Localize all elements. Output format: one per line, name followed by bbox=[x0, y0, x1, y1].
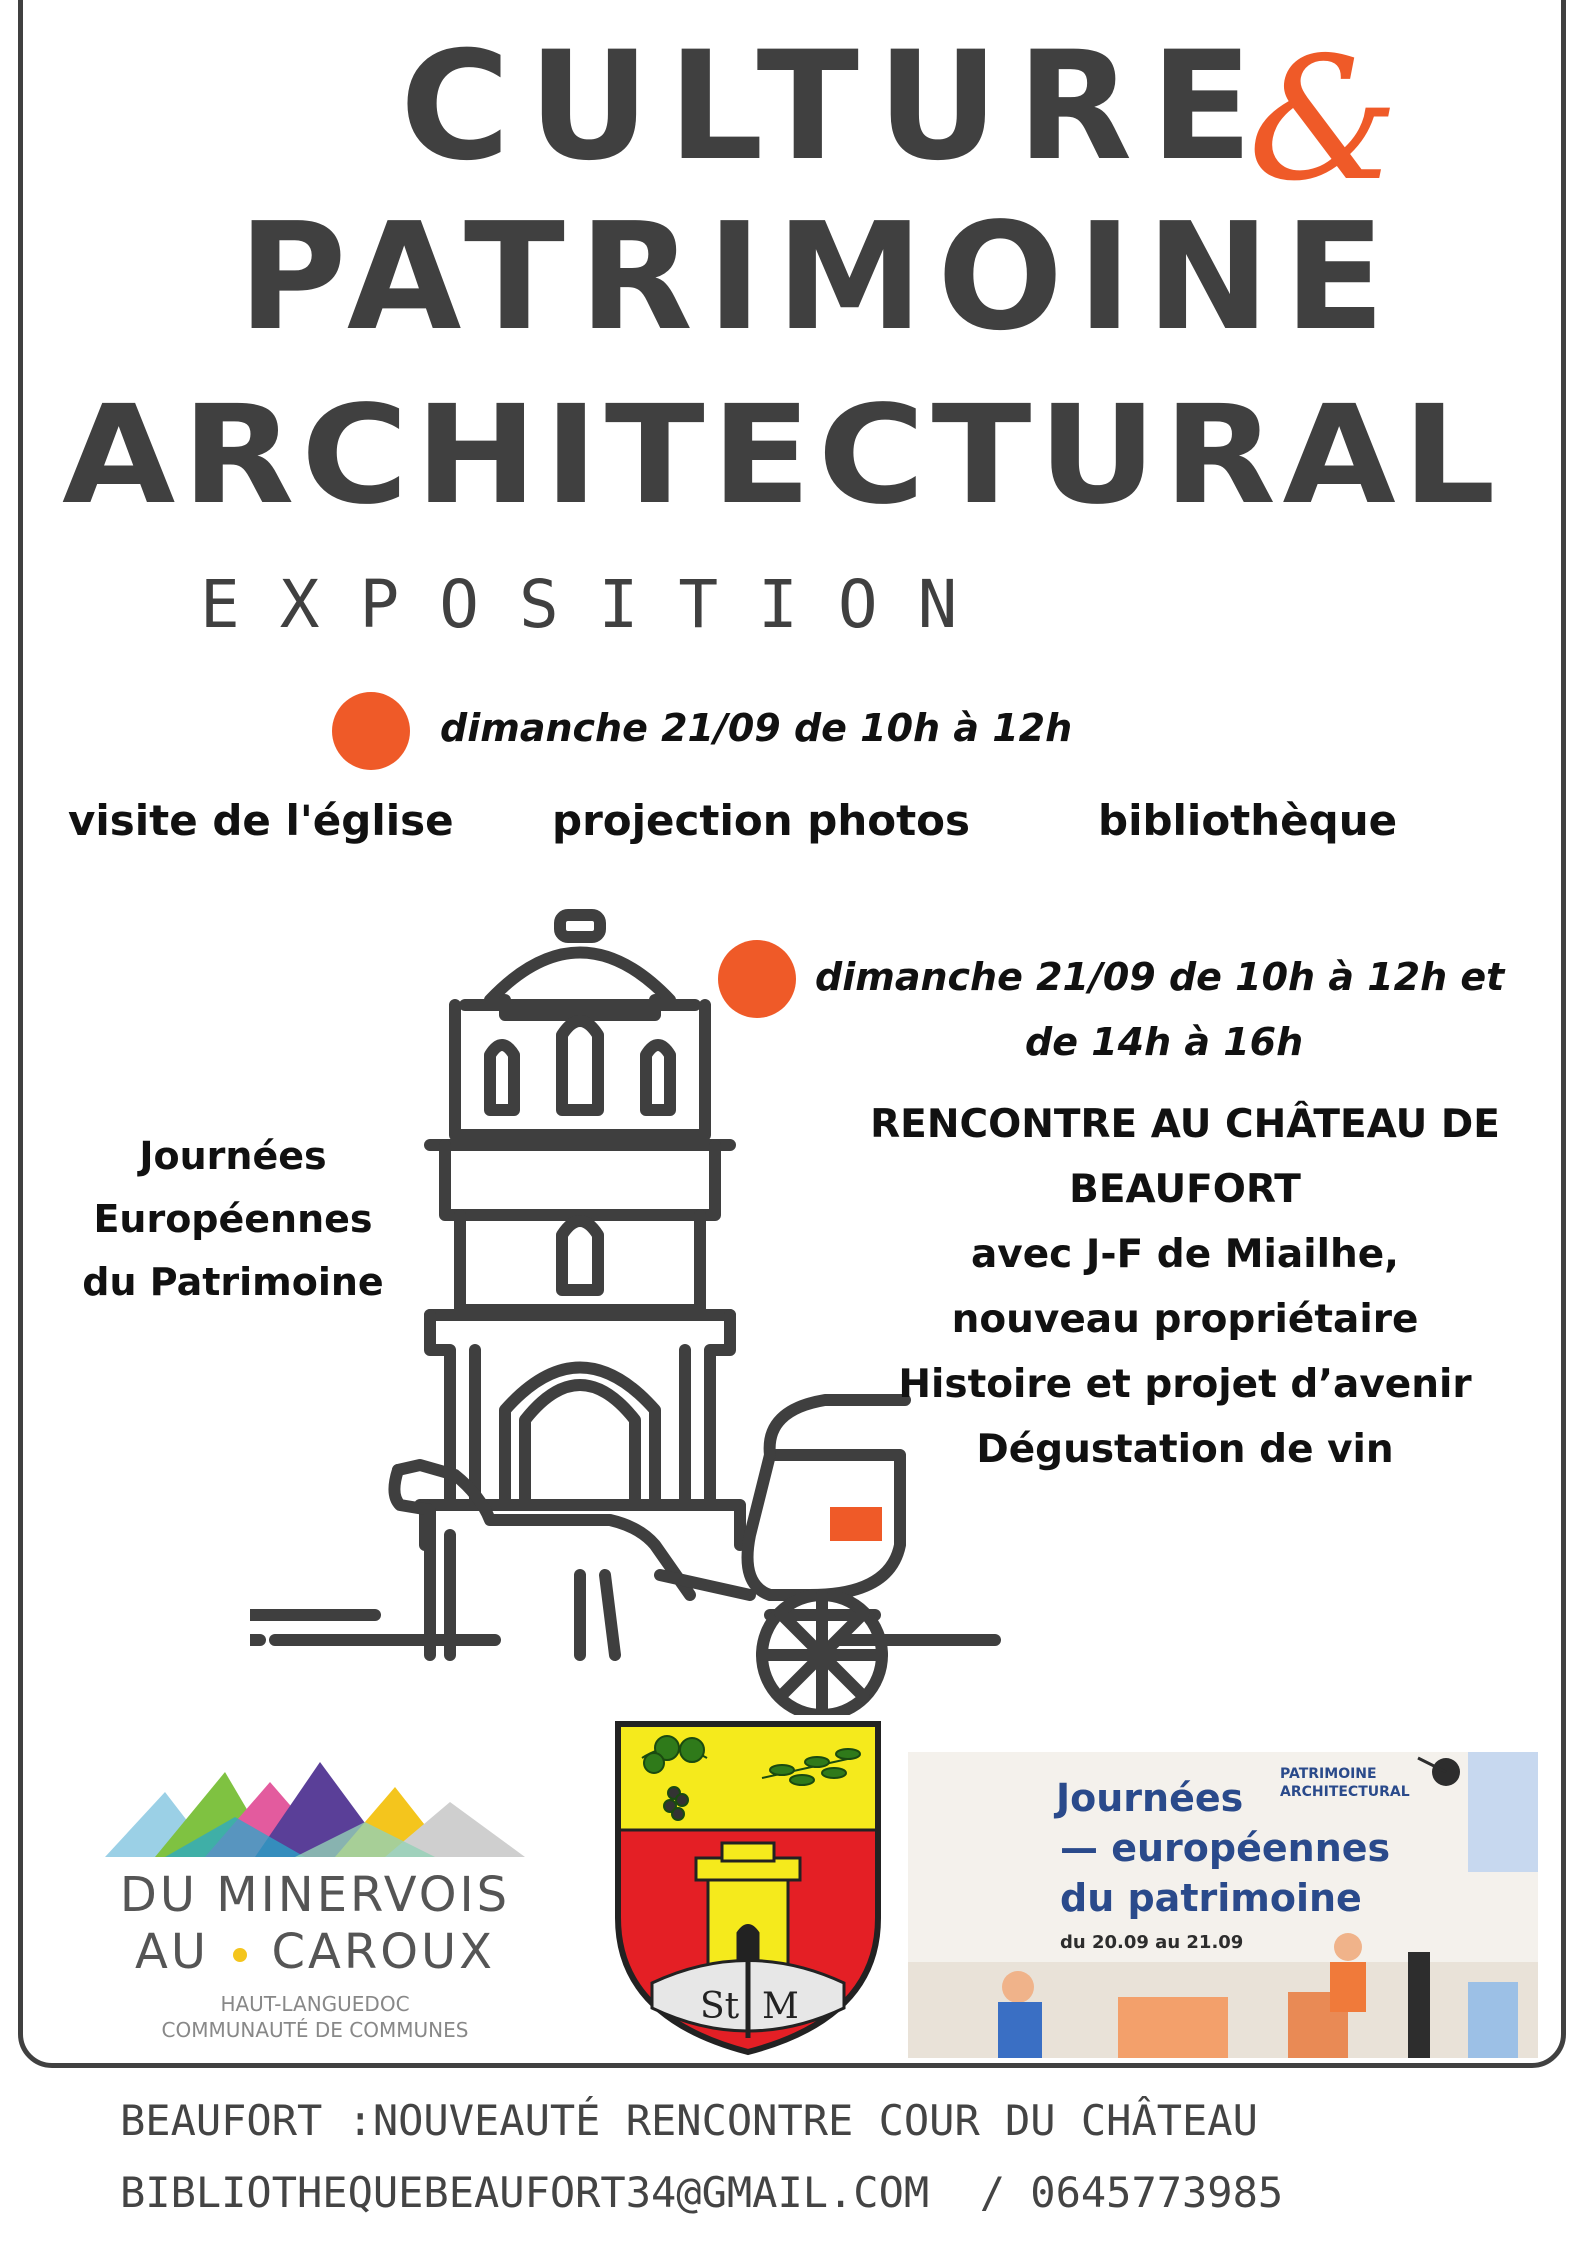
activity-library: bibliothèque bbox=[1098, 796, 1398, 845]
crest-text-left: St bbox=[700, 1986, 740, 2027]
jep-side-line-2: Européennes bbox=[93, 1197, 373, 1241]
jep-banner-line-1: Journées bbox=[1056, 1776, 1244, 1820]
event2-date-line2: de 14h à 16h bbox=[1025, 1020, 1304, 1064]
footer-line-1: BEAUFORT :NOUVEAUTÉ RENCONTRE COUR DU CHÂTEAU bbox=[120, 2096, 1258, 2145]
event2-line-4: nouveau propriétaire bbox=[951, 1297, 1419, 1342]
crest-text-right: M bbox=[762, 1986, 799, 2027]
title-line-patrimoine: PATRIMOINE bbox=[238, 191, 1400, 363]
minervois-line-2a: AU bbox=[135, 1924, 209, 1980]
minervois-line-2b: CAROUX bbox=[271, 1924, 495, 1980]
event1-date: dimanche 21/09 de 10h à 12h bbox=[440, 706, 1073, 750]
title-line-culture: CULTURE bbox=[400, 20, 1271, 194]
minervois-line-2 bbox=[95, 1924, 535, 1980]
footer-contact[interactable]: BIBLIOTHEQUEBEAUFORT34@GMAIL.COM / 0645773985 bbox=[120, 2168, 1284, 2217]
minervois-line-1: DU MINERVOIS bbox=[119, 1867, 511, 1923]
minervois-mountains-graphic bbox=[105, 1762, 545, 1857]
poster-title bbox=[0, 0, 1587, 660]
jep-side-line-1: Journées bbox=[139, 1134, 327, 1178]
activity-photo-projection: projection photos bbox=[552, 796, 971, 845]
title-line-architectural: ARCHITECTURAL bbox=[62, 377, 1502, 535]
minervois-line-4: COMMUNAUTÉ DE COMMUNES bbox=[161, 2018, 469, 2042]
event2-line-6: Dégustation de vin bbox=[976, 1427, 1394, 1472]
jep-banner-line-2: — européennes bbox=[1060, 1826, 1391, 1870]
bullet-dot-1 bbox=[332, 692, 410, 770]
event2-details bbox=[790, 1092, 1580, 1482]
minervois-yellow-dot bbox=[233, 1948, 247, 1962]
title-subtitle: EXPOSITION bbox=[200, 566, 998, 643]
jep-banner-dates: du 20.09 au 21.09 bbox=[1060, 1932, 1244, 1953]
event2-line-5: Histoire et projet d’avenir bbox=[898, 1362, 1472, 1407]
minervois-caroux-logo bbox=[95, 1762, 535, 2062]
jep-side-line-3: du Patrimoine bbox=[82, 1260, 384, 1304]
bullet-dot-2 bbox=[718, 940, 796, 1018]
event2-line-1: RENCONTRE AU CHÂTEAU DE bbox=[870, 1102, 1500, 1147]
event2-line-2: BEAUFORT bbox=[1069, 1167, 1301, 1212]
jep-side-text bbox=[48, 1125, 418, 1314]
event2-line-3: avec J-F de Miailhe, bbox=[970, 1232, 1399, 1277]
jep-banner-tag-1: PATRIMOINE bbox=[1280, 1766, 1377, 1782]
jep-banner-line-3: du patrimoine bbox=[1060, 1876, 1362, 1920]
village-crest bbox=[612, 1718, 884, 2058]
jep-banner-tag-2: ARCHITECTURAL bbox=[1280, 1784, 1410, 1800]
minervois-line-3: HAUT-LANGUEDOC bbox=[220, 1992, 410, 2016]
jep-banner bbox=[908, 1752, 1538, 2058]
activity-church-visit: visite de l'église bbox=[68, 796, 454, 845]
title-ampersand: & bbox=[1248, 21, 1400, 219]
event2-date-line1: dimanche 21/09 de 10h à 12h et bbox=[815, 955, 1505, 999]
